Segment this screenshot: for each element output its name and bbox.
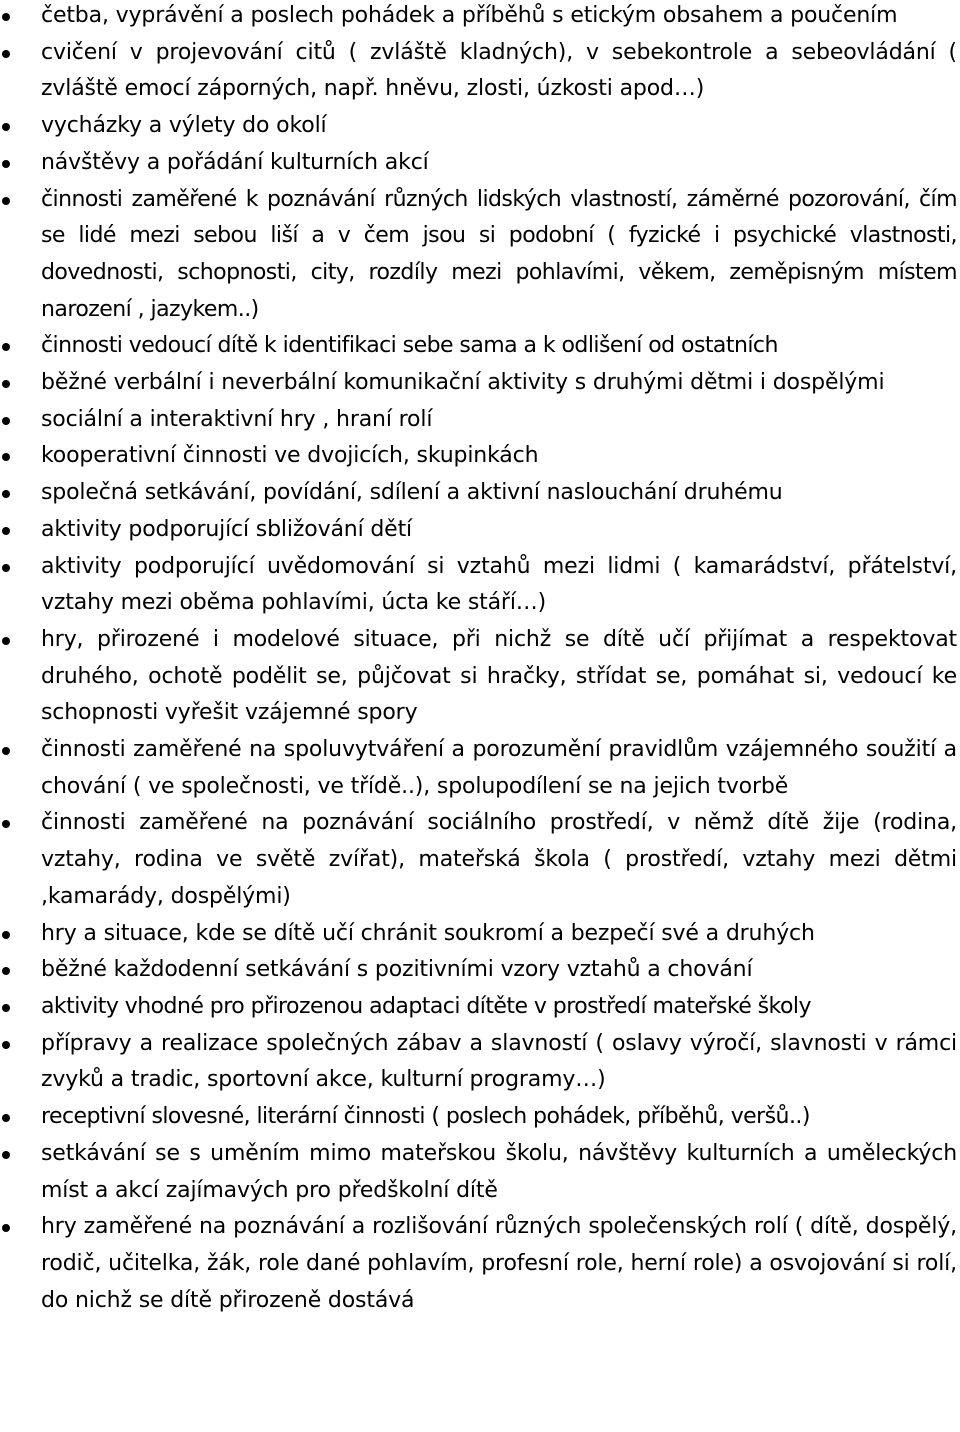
list-item [0,0,957,35]
bullet-icon [2,1224,10,1232]
bullet-icon [2,1004,10,1012]
list-item-text: činnosti zaměřené k poznávání různých lidských vlastností, záměrné pozorování, čím se lidé mezi sebou liší a v čem jsou si podobní ( fyzické i psychické vlastnosti, dovednosti, schopnosti, city, rozdíly mezi pohlavími, věkem, zeměpisným místem narození , jazykem..) [41,186,957,322]
list-item-text: přípravy a realizace společných zábav a slavností ( oslavy výročí, slavnosti v rámci zvyků a tradic, sportovní akce, kulturní programy…) [41,1030,957,1093]
list-item [0,365,957,402]
list-item-text: činnosti zaměřené na spoluvytváření a porozumění pravidlům vzájemného soužití a chování ( ve společnosti, ve třídě..), spolupodílení se na jejich tvorbě [41,737,957,799]
list-item [0,622,957,732]
list-item-text: aktivity podporující sbližování dětí [41,516,413,542]
list-item [0,108,957,145]
list-item-text: vycházky a výlety do okolí [41,113,327,139]
list-item-text: činnosti vedoucí dítě k identifikaci sebe sama a k odlišení od ostatních [41,333,778,359]
list-item [0,732,957,805]
list-item-text: hry a situace, kde se dítě učí chránit soukromí a bezpečí své a druhých [41,920,815,946]
list-item [0,1099,957,1136]
bullet-icon [2,123,10,131]
bullet-icon [2,747,10,755]
list-item-text: aktivity vhodné pro přirozenou adaptaci dítěte v prostředí mateřské školy [41,993,811,1019]
list-item-text: sociální a interaktivní hry , hraní rolí [41,406,433,432]
list-item [0,328,957,365]
list-item-text: hry zaměřené na poznávání a rozlišování různých společenských rolí ( dítě, dospělý, rodič, učitelka, žák, role dané pohlavím, profesní role, herní role) a osvojování si rolí, do nichž se dítě přirozeně dostává [41,1214,957,1313]
bullet-icon [2,197,10,205]
list-item-text: aktivity podporující uvědomování si vztahů mezi lidmi ( kamarádství, přátelství, vztahy mezi oběma pohlavími, úcta ke stáří…) [41,553,957,616]
bullet-icon [2,1041,10,1049]
list-item [0,35,957,108]
bullet-icon [2,564,10,572]
bullet-icon [2,820,10,828]
bullet-icon [2,380,10,388]
list-item [0,1026,957,1099]
bullet-icon [2,490,10,498]
bullet-icon [2,160,10,168]
list-item [0,145,957,182]
bullet-icon [2,13,10,21]
list-item-text: činnosti zaměřené na poznávání sociálního prostředí, v němž dítě žije (rodina, vztahy, rodina ve světě zvířat), mateřská škola ( prostředí, vztahy mezi dětmi ,kamarády, dospělými) [41,810,957,909]
bullet-icon [2,453,10,461]
list-item [0,916,957,953]
list-item [0,438,957,475]
bullet-icon [2,343,10,351]
list-item [0,512,957,549]
bullet-icon [2,1151,10,1159]
list-item-text: četba, vyprávění a poslech pohádek a příběhů s etickým obsahem a poučením [41,3,898,28]
list-item [0,1209,957,1319]
list-item-text: návštěvy a pořádání kulturních akcí [41,149,429,175]
list-item [0,952,957,989]
list-item-text: společná setkávání, povídání, sdílení a aktivní naslouchání druhému [41,480,783,506]
list-item-text: setkávání se s uměním mimo mateřskou školu, návštěvy kulturních a uměleckých míst a akcí zajímavých pro předškolní dítě [41,1140,957,1203]
list-item-text: běžné verbální i neverbální komunikační aktivity s druhými dětmi i dospělými [41,370,885,396]
list-item-text: receptivní slovesné, literární činnosti ( poslech pohádek, příběhů, veršů..) [41,1104,810,1130]
bullet-icon [2,1114,10,1122]
bullet-icon [2,417,10,425]
bullet-icon [2,967,10,975]
bullet-icon [2,527,10,535]
list-item-text: kooperativní činnosti ve dvojicích, skupinkách [41,443,539,469]
list-item [0,549,957,622]
list-item [0,1136,957,1209]
list-item [0,805,957,915]
bullet-icon [2,637,10,645]
list-item-text: běžné každodenní setkávání s pozitivními vzory vztahů a chování [41,957,753,983]
bullet-icon [2,931,10,939]
list-item [0,182,957,329]
list-item-text: hry, přirozené i modelové situace, při nichž se dítě učí přijímat a respektovat druhého, ochotě podělit se, půjčovat si hračky, střídat se, pomáhat si, vedoucí ke schopnosti vyřešit vzájemné spory [41,626,957,726]
bullet-icon [2,50,10,58]
list-item [0,402,957,439]
list-item-text: cvičení v projevování citů ( zvláště kladných), v sebekontrole a sebeovládání ( zvláště emocí záporných, např. hněvu, zlosti, úzkosti apod…) [41,39,957,102]
list-item [0,989,957,1026]
list-item [0,475,957,512]
